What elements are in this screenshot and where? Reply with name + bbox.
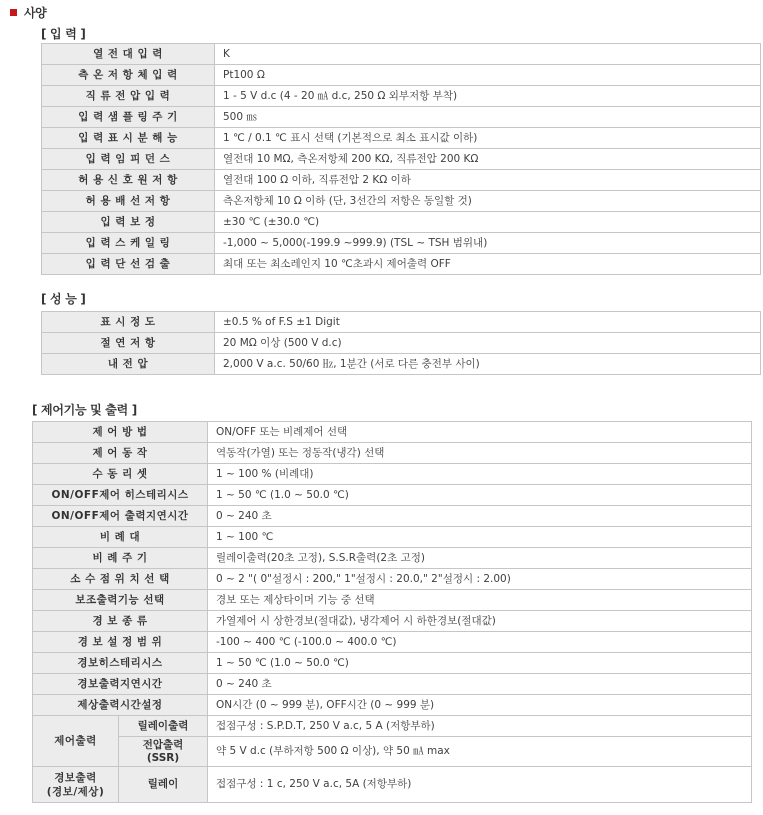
spec-label: 경보히스테리시스 — [33, 653, 208, 674]
alarm-relay-label: 릴레이 — [119, 767, 208, 803]
ssr-output-value: 약 5 V d.c (부하저항 500 Ω 이상), 약 50 ㎃ max — [208, 737, 752, 767]
spec-row — [33, 569, 752, 590]
spec-row — [33, 443, 752, 464]
spec-value: 가열제어 시 상한경보(절대값), 냉각제어 시 하한경보(절대값) — [208, 611, 752, 632]
spec-label: ON/OFF제어 출력지연시간 — [33, 506, 208, 527]
spec-value: ±30 ℃ (±30.0 ℃) — [215, 212, 761, 233]
spec-row — [33, 653, 752, 674]
alarm-label-line1: 경보출력 — [54, 771, 97, 784]
spec-value: 열전대 100 Ω 이하, 직류전압 2 KΩ 이하 — [215, 170, 761, 191]
spec-value: 1 ~ 100 % (비례대) — [208, 464, 752, 485]
section-title-control: [ 제어기능 및 출력 ] — [32, 403, 137, 417]
spec-label: 입 력 임 피 던 스 — [42, 149, 215, 170]
spec-label: 절 연 저 항 — [42, 333, 215, 354]
spec-label: 제상출력시간설정 — [33, 695, 208, 716]
spec-value: 1 ℃ / 0.1 ℃ 표시 선택 (기본적으로 최소 표시값 이하) — [215, 128, 761, 149]
ssr-output-label — [119, 737, 208, 767]
spec-row — [33, 485, 752, 506]
spec-value: -100 ~ 400 ℃ (-100.0 ~ 400.0 ℃) — [208, 632, 752, 653]
performance-spec-table — [41, 311, 761, 375]
spec-row — [33, 506, 752, 527]
relay-output-value: 접점구성 : S.P.D.T, 250 V a.c, 5 A (저항부하) — [208, 716, 752, 737]
spec-row — [33, 422, 752, 443]
spec-label: 열 전 대 입 력 — [42, 44, 215, 65]
alarm-relay-value: 접점구성 : 1 c, 250 V a.c, 5A (저항부하) — [208, 767, 752, 803]
spec-value: 최대 또는 최소레인지 10 ℃초과시 제어출력 OFF — [215, 254, 761, 275]
control-output-ssr-row — [33, 737, 752, 767]
spec-label: 비 례 주 기 — [33, 548, 208, 569]
spec-value: Pt100 Ω — [215, 65, 761, 86]
spec-value: -1,000 ~ 5,000(-199.9 ~999.9) (TSL ~ TSH 범위내) — [215, 233, 761, 254]
spec-label: 비 례 대 — [33, 527, 208, 548]
page-title — [10, 4, 46, 20]
alarm-label-line2: (경보/제상) — [46, 785, 105, 798]
relay-output-label: 릴레이출력 — [119, 716, 208, 737]
spec-value: 역동작(가열) 또는 정동작(냉각) 선택 — [208, 443, 752, 464]
spec-value: 1 ~ 100 ℃ — [208, 527, 752, 548]
input-spec-table — [41, 43, 761, 275]
spec-label: 경 보 설 정 범 위 — [33, 632, 208, 653]
spec-label: 소 수 점 위 치 선 택 — [33, 569, 208, 590]
control-spec-table — [32, 421, 752, 803]
spec-label: 내 전 압 — [42, 354, 215, 375]
control-output-label: 제어출력 — [33, 716, 119, 767]
spec-row — [42, 254, 761, 275]
spec-row — [42, 212, 761, 233]
spec-row — [42, 312, 761, 333]
spec-label: 측 온 저 항 체 입 력 — [42, 65, 215, 86]
spec-row — [42, 86, 761, 107]
ssr-label-line2: (SSR) — [146, 751, 180, 764]
spec-row — [42, 128, 761, 149]
spec-value: ON/OFF 또는 비례제어 선택 — [208, 422, 752, 443]
spec-value: K — [215, 44, 761, 65]
spec-value: 0 ~ 240 초 — [208, 674, 752, 695]
spec-value: 열전대 10 MΩ, 측온저항체 200 KΩ, 직류전압 200 KΩ — [215, 149, 761, 170]
spec-label: 허 용 신 호 원 저 항 — [42, 170, 215, 191]
spec-row — [33, 695, 752, 716]
spec-value: 1 - 5 V d.c (4 - 20 ㎃ d.c, 250 Ω 외부저항 부착) — [215, 86, 761, 107]
spec-label: 경 보 종 류 — [33, 611, 208, 632]
spec-label: 보조출력기능 선택 — [33, 590, 208, 611]
spec-label: 수 동 리 셋 — [33, 464, 208, 485]
spec-row — [33, 590, 752, 611]
spec-value: ON시간 (0 ~ 999 분), OFF시간 (0 ~ 999 분) — [208, 695, 752, 716]
spec-value: 2,000 V a.c. 50/60 ㎐, 1분간 (서로 다른 충전부 사이) — [215, 354, 761, 375]
spec-label: 입 력 샘 플 링 주 기 — [42, 107, 215, 128]
spec-row — [33, 611, 752, 632]
spec-row — [42, 44, 761, 65]
spec-row — [42, 191, 761, 212]
control-output-relay-row — [33, 716, 752, 737]
spec-row — [33, 527, 752, 548]
section-title-input: [ 입 력 ] — [41, 27, 86, 41]
spec-value: 경보 또는 제상타이머 기능 중 선택 — [208, 590, 752, 611]
spec-label: 허 용 배 선 저 항 — [42, 191, 215, 212]
spec-value: 릴레이출력(20초 고정), S.S.R출력(2초 고정) — [208, 548, 752, 569]
ssr-label-line1: 전압출력 — [142, 738, 184, 751]
spec-row — [42, 333, 761, 354]
spec-row — [42, 170, 761, 191]
spec-value: 측온저항체 10 Ω 이하 (단, 3선간의 저항은 동일할 것) — [215, 191, 761, 212]
spec-label: ON/OFF제어 히스테리시스 — [33, 485, 208, 506]
spec-label: 경보출력지연시간 — [33, 674, 208, 695]
alarm-output-row — [33, 767, 752, 803]
spec-value: 0 ~ 240 초 — [208, 506, 752, 527]
spec-value: 1 ~ 50 ℃ (1.0 ~ 50.0 ℃) — [208, 485, 752, 506]
spec-label: 제 어 동 작 — [33, 443, 208, 464]
spec-label: 직 류 전 압 입 력 — [42, 86, 215, 107]
spec-value: 500 ㎳ — [215, 107, 761, 128]
spec-row — [42, 107, 761, 128]
spec-row — [42, 65, 761, 86]
spec-value: ±0.5 % of F.S ±1 Digit — [215, 312, 761, 333]
spec-row — [33, 632, 752, 653]
square-bullet-icon — [10, 9, 17, 16]
alarm-output-label — [33, 767, 119, 803]
spec-row — [33, 548, 752, 569]
section-title-performance: [ 성 능 ] — [41, 292, 86, 306]
spec-label: 표 시 정 도 — [42, 312, 215, 333]
spec-row — [42, 354, 761, 375]
spec-label: 입 력 단 선 검 출 — [42, 254, 215, 275]
spec-value: 0 ~ 2 "( 0"설정시 : 200," 1"설정시 : 20.0," 2"설정시 : 2.00) — [208, 569, 752, 590]
spec-row — [33, 674, 752, 695]
page-title-text: 사양 — [24, 5, 47, 20]
spec-value: 20 MΩ 이상 (500 V d.c) — [215, 333, 761, 354]
spec-label: 입 력 보 정 — [42, 212, 215, 233]
spec-row — [42, 233, 761, 254]
spec-row — [42, 149, 761, 170]
spec-label: 입 력 표 시 분 해 능 — [42, 128, 215, 149]
spec-row — [33, 464, 752, 485]
spec-label: 입 력 스 케 일 링 — [42, 233, 215, 254]
spec-value: 1 ~ 50 ℃ (1.0 ~ 50.0 ℃) — [208, 653, 752, 674]
spec-label: 제 어 방 법 — [33, 422, 208, 443]
